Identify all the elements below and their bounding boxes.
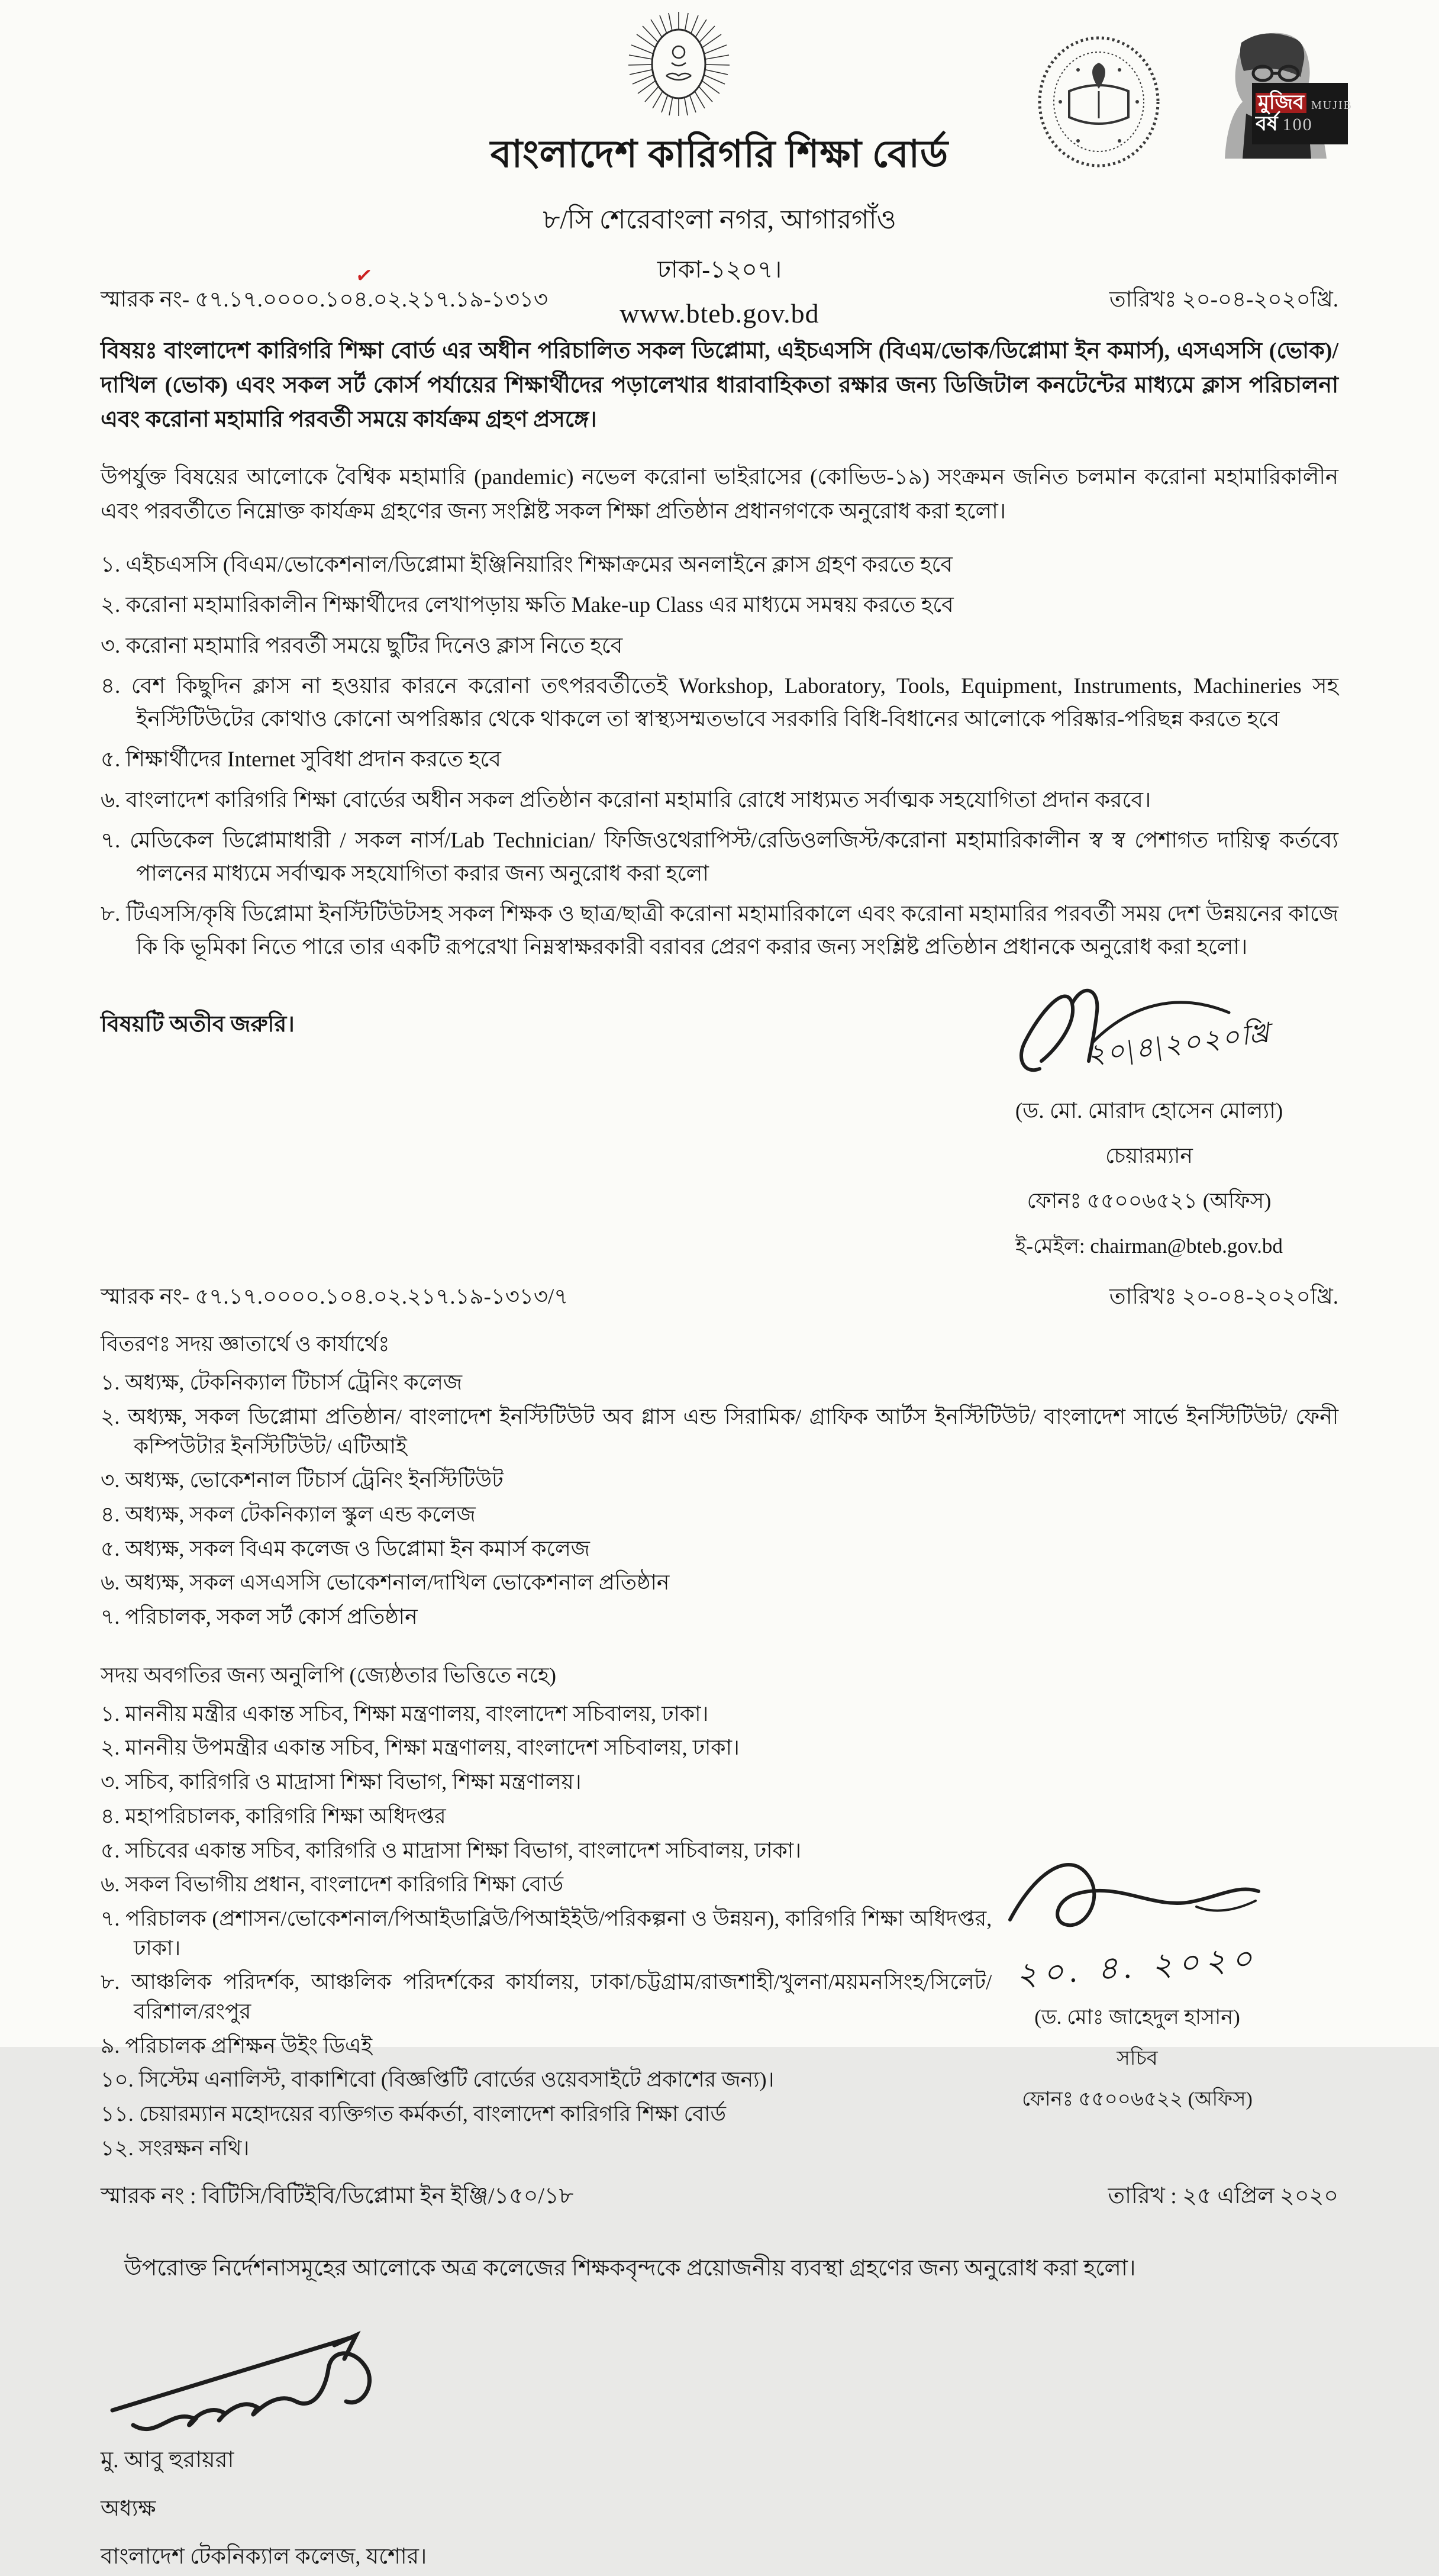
copies-section: [101, 1659, 1338, 2163]
copy-item-1: ১. মাননীয় মন্ত্রীর একান্ত সচিব, শিক্ষা মন্ত্রণালয়, বাংলাদেশ সচিবালয়, ঢাকা।: [101, 1701, 709, 1726]
distribution-item-4: ৪. অধ্যক্ষ, সকল টেকনিক্যাল স্কুল এন্ড কলেজ: [101, 1503, 476, 1527]
copy-item-10: ১০. সিস্টেম এনালিস্ট, বাকাশিবো (বিজ্ঞপ্তিটি বোর্ডের ওয়েবসাইটে প্রকাশের জন্য)।: [101, 2068, 775, 2092]
mujib-badge-text-bn2: বর্ষ: [1256, 113, 1278, 135]
distribution-item-1: ১. অধ্যক্ষ, টেকনিক্যাল টিচার্স ট্রেনিং কলেজ: [101, 1371, 463, 1395]
directive-item-7: ৭. মেডিকেল ডিপ্লোমাধারী / সকল নার্স/Lab Technician/ ফিজিওথেরাপিস্ট/রেডিওলজিস্ট/করোনা মহামারিকালীন স্ব স্ব পেশাগত দায়িত্ব কর্তব্যে পালনের মাধ্যমে সর্বাত্মক সহযোগিতা করার জন্য অনুরোধ করা হলো: [101, 828, 1338, 886]
signature2-block: [960, 1837, 1315, 2117]
distribution-item-6: ৬. অধ্যক্ষ, সকল এসএসসি ভোকেশনাল/দাখিল ভোকেশনাল প্রতিষ্ঠান: [101, 1571, 670, 1595]
copy-item-5: ৫. সচিবের একান্ত সচিব, কারিগরি ও মাদ্রাসা শিক্ষা বিভাগ, বাংলাদেশ সচিবালয়, ঢাকা।: [101, 1838, 802, 1862]
memo1-number: [101, 264, 548, 319]
directives-list: [101, 549, 1338, 964]
signature1-handwritten-date: ২০|৪|২০২০খ্রি: [1085, 1017, 1273, 1071]
urgent-and-signature1: [101, 971, 1338, 1265]
mujib-borsho-100-logo: [1189, 19, 1353, 159]
directive-item-8: ৮. টিএসসি/কৃষি ডিপ্লোমা ইনস্টিটিউটসহ সকল শিক্ষক ও ছাত্র/ছাত্রী করোনা মহামারিকালে এবং করোনা মহামারির পরবর্তী সময় দেশ উন্নয়নের কাজে কি কি ভূমিকা নিতে পারে তার একটি রূপরেখা নিম্নস্বাক্ষরকারী বরাবর প্রেরণ করার জন্য সংশ্লিষ্ট প্রতিষ্ঠান প্রধানকে অনুরোধ করা হলো।: [101, 902, 1338, 959]
directive-item-4: ৪. বেশ কিছুদিন ক্লাস না হওয়ার কারনে করোনা তৎপরবর্তীতেই Workshop, Laboratory, Tools, Equipment, Instruments, Machineries সহ ইনস্টিটিউটের কোথাও কোনো অপরিষ্কার থেকে থাকলে তা স্বাস্থ্যসম্মতভাবে সরকারি বিধি-বিধানের আলোকে পরিষ্কার-পরিছন্ন করতে হবে: [101, 674, 1338, 731]
memo3-row: [101, 2178, 1338, 2216]
intro-paragraph: উপর্যুক্ত বিষয়ের আলোকে বৈশ্বিক মহামারি (pandemic) নভেল করোনা ভাইরাসের (কোভিড-১৯) সংক্রমন জনিত চলমান করোনা মহামারিকালীন এবং পরবর্তীতে নিম্নোক্ত কার্যক্রম গ্রহণের জন্য সংশ্লিষ্ট সকল শিক্ষা প্রতিষ্ঠান প্রধানগণকে অনুরোধ করা হলো।: [101, 465, 1338, 524]
signature1-email: ই-মেইল: chairman@bteb.gov.bd: [1015, 1234, 1283, 1258]
mujib-badge-text-bn1: মুজিব: [1256, 93, 1306, 113]
copy-item-11: ১১. চেয়ারম্যান মহোদয়ের ব্যক্তিগত কর্মকর্তা, বাংলাদেশ কারিগরি শিক্ষা বোর্ড: [101, 2101, 727, 2126]
copy-item-8: ৮. আঞ্চলিক পরিদর্শক, আঞ্চলিক পরিদর্শকের কার্যালয়, ঢাকা/চট্টগ্রাম/রাজশাহী/খুলনা/ময়মনসিংহ/সিলেট/বরিশাল/রংপুর: [101, 1970, 992, 2023]
distribution-item-3: ৩. অধ্যক্ষ, ভোকেশনাল টিচার্স ট্রেনিং ইনস্টিটিউট: [101, 1468, 504, 1492]
memo2-date: তারিখঃ ২০-০৪-২০২০খ্রি.: [1109, 1285, 1338, 1310]
org-name: বাংলাদেশ কারিগরি শিক্ষা বোর্ড: [490, 133, 949, 175]
copy-item-12: ১২. সংরক্ষন নথি।: [101, 2136, 250, 2160]
org-address-line1: ৮/সি শেরেবাংলা নগর, আগারগাঁও: [543, 205, 896, 234]
signature2-handwritten-date: ২০. ৪. ২০২০: [1015, 1940, 1260, 1993]
directive-item-2: ২. করোনা মহামারিকালীন শিক্ষার্থীদের লেখাপড়ায় ক্ষতি Make-up Class এর মাধ্যমে সমন্বয় করতে হবে: [101, 593, 954, 618]
signature3-scribble: [101, 2313, 420, 2437]
signature3-block: [101, 2313, 1338, 2576]
mujib-badge-text-en1: MUJIB: [1311, 99, 1353, 112]
closing-paragraph: উপরোক্ত নির্দেশনাসমূহের আলোকে অত্র কলেজের শিক্ষকবৃন্দকে প্রয়োজনীয় ব্যবস্থা গ্রহণের জন্য অনুরোধ করা হলো।: [124, 2256, 1136, 2281]
distribution-item-7: ৭. পরিচালক, সকল সর্ট কোর্স প্রতিষ্ঠান: [101, 1605, 418, 1629]
signature2-phone: ফোনঃ ৫৫০০৬৫২২ (অফিস): [1022, 2088, 1253, 2110]
memo2-row: [101, 1279, 1338, 1316]
copies-list: [101, 1700, 992, 2163]
memo3-date: তারিখ : ২৫ এপ্রিল ২০২০: [1108, 2184, 1338, 2209]
directive-item-6: ৬. বাংলাদেশ কারিগরি শিক্ষা বোর্ডের অধীন সকল প্রতিষ্ঠান করোনা মহামারি রোধে সাধ্যমত সর্বাত্মক সহযোগিতা প্রদান করবে।: [101, 788, 1151, 813]
signature3-name: মু. আবু হুরায়রা: [101, 2448, 234, 2473]
distribution-list: [101, 1368, 1338, 1632]
signature3-organization: বাংলাদেশ টেকনিক্যাল কলেজ, যশোর।: [101, 2545, 427, 2569]
memo3-number: স্মারক নং : বিটিসি/বিটিইবি/ডিপ্লোমা ইন ইঞ্জি/১৫০/১৮: [101, 2184, 574, 2209]
signature1-designation: চেয়ারম্যান: [1105, 1144, 1193, 1168]
bteb-monogram-icon: [627, 11, 731, 117]
signature2-scribble: [1001, 1837, 1273, 1949]
directive-item-5: ৫. শিক্ষার্থীদের Internet সুবিধা প্রদান করতে হবে: [101, 747, 501, 772]
copy-item-3: ৩. সচিব, কারিগরি ও মাদ্রাসা শিক্ষা বিভাগ, শিক্ষা মন্ত্রণালয়।: [101, 1770, 582, 1794]
mujib-badge: [1252, 83, 1353, 144]
copy-item-9: ৯. পরিচালক প্রশিক্ষন উইং ডিএই: [101, 2033, 373, 2058]
copy-item-2: ২. মাননীয় উপমন্ত্রীর একান্ত সচিব, শিক্ষা মন্ত্রণালয়, বাংলাদেশ সচিবালয়, ঢাকা।: [101, 1736, 740, 1760]
copies-heading: সদয় অবগতির জন্য অনুলিপি (জ্যেষ্ঠতার ভিত্তিতে নহে): [101, 1663, 556, 1687]
red-checkmark-icon: ✓: [354, 264, 374, 288]
memo1-number-text: স্মারক নং- ৫৭.১৭.০০০০.১০৪.০২.২১৭.১৯-১৩১৩: [101, 288, 548, 312]
subject-line: বিষয়ঃ বাংলাদেশ কারিগরি শিক্ষা বোর্ড এর অধীন পরিচালিত সকল ডিপ্লোমা, এইচএসসি (বিএম/ভোক/ডিপ্লোমা ইন কমার্স), এসএসসি (ভোক)/দাখিল (ভোক) এবং সকল সর্ট কোর্স পর্যায়ের শিক্ষার্থীদের পড়ালেখার ধারাবাহিকতা রক্ষার জন্য ডিজিটাল কনটেন্টের মাধ্যমে ক্লাস পরিচালনা এবং করোনা মহামারি পরবর্তী সময়ে কার্যক্রম গ্রহণ প্রসঙ্গে।: [101, 338, 1338, 432]
urgent-note: বিষয়টি অতীব জরুরি।: [101, 1012, 295, 1037]
copy-item-6: ৬. সকল বিভাগীয় প্রধান, বাংলাদেশ কারিগরি শিক্ষা বোর্ড: [101, 1872, 563, 1897]
distribution-heading: বিতরণঃ সদয় জ্ঞাতার্থে ও কার্যার্থেঃ: [101, 1332, 390, 1356]
signature1-phone: ফোনঃ ৫৫০০৬৫২১ (অফিস): [1027, 1189, 1272, 1213]
copy-item-7: ৭. পরিচালক (প্রশাসন/ভোকেশনাল/পিআইডাব্লিউ/পিআইইউ/পরিকল্পনা ও উন্নয়ন), কারিগরি শিক্ষা অধিদপ্তর, ঢাকা।: [101, 1906, 992, 1960]
mujib-badge-text-en2: 100: [1282, 115, 1313, 134]
signature2-name: (ড. মোঃ জাহেদুল হাসান): [1034, 2005, 1240, 2029]
org-address-line2: ঢাকা-১২০৭।: [657, 256, 782, 283]
signature1-name: (ড. মো. মোরাদ হোসেন মোল্যা): [1015, 1099, 1283, 1124]
directive-item-3: ৩. করোনা মহামারি পরবর্তী সময়ে ছুটির দিনেও ক্লাস নিতে হবে: [101, 633, 623, 658]
signature1-block: [960, 971, 1338, 1265]
memo1-date: তারিখঃ ২০-০৪-২০২০খ্রি.: [1109, 288, 1338, 312]
round-seal-icon: [1037, 34, 1161, 169]
copy-item-4: ৪. মহাপরিচালক, কারিগরি শিক্ষা অধিদপ্তর: [101, 1804, 446, 1828]
distribution-item-5: ৫. অধ্যক্ষ, সকল বিএম কলেজ ও ডিপ্লোমা ইন কমার্স কলেজ: [101, 1536, 591, 1561]
directive-item-1: ১. এইচএসসি (বিএম/ভোকেশনাল/ডিপ্লোমা ইঞ্জিনিয়ারিং শিক্ষাক্রমের অনলাইনে ক্লাস গ্রহণ করতে হবে: [101, 552, 953, 577]
signature3-designation: অধ্যক্ষ: [101, 2497, 156, 2522]
memo2-number: স্মারক নং- ৫৭.১৭.০০০০.১০৪.০২.২১৭.১৯-১৩১৩/৭: [101, 1285, 569, 1310]
signature2-designation: সচিব: [1117, 2047, 1158, 2069]
distribution-item-2: ২. অধ্যক্ষ, সকল ডিপ্লোমা প্রতিষ্ঠান/ বাংলাদেশ ইনস্টিটিউট অব গ্লাস এন্ড সিরামিক/ গ্রাফিক আর্টস ইনস্টিটিউট/ বাংলাদেশ সার্ভে ইনস্টিটিউট/ ফেনী কম্পিউটার ইনস্টিটিউট/ এটিআই: [101, 1405, 1338, 1458]
org-website: www.bteb.gov.bd: [620, 298, 819, 328]
